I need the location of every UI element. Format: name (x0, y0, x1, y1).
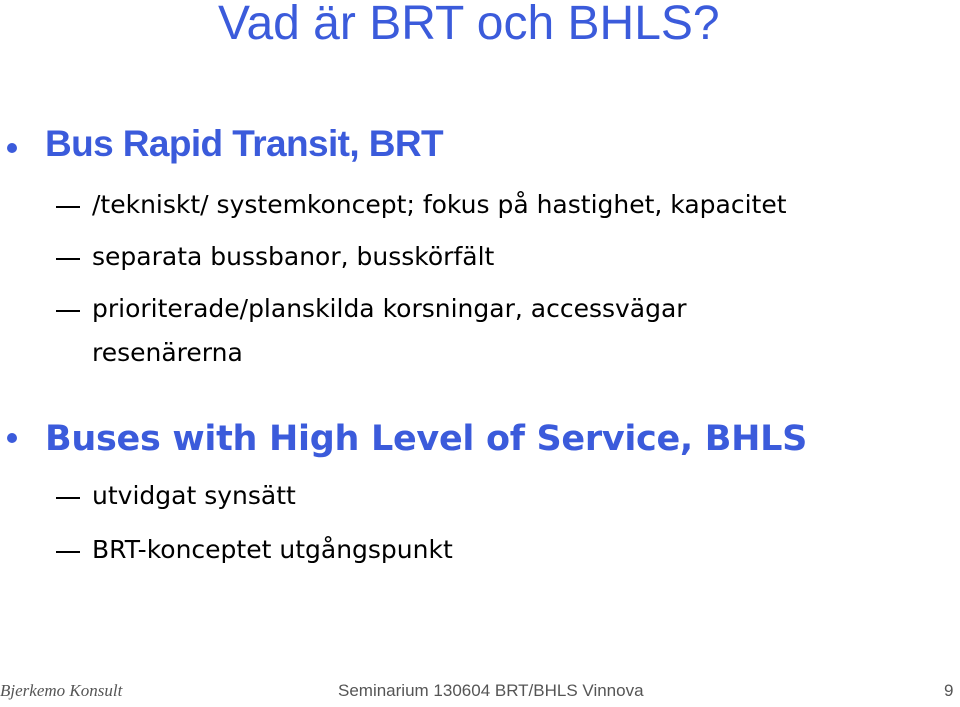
bullet-heading-brt: Bus Rapid Transit, BRT (45, 123, 443, 164)
footer-event: Seminarium 130604 BRT/BHLS Vinnova (338, 681, 644, 700)
dash-icon (56, 497, 80, 499)
bullet-dot-icon (7, 143, 17, 153)
list-item: /tekniskt/ systemkoncept; fokus på hastighet, kapacitet (92, 190, 787, 219)
bullet-heading-bhls: Buses with High Level of Service, BHLS (45, 419, 808, 459)
list-item: BRT-konceptet utgångspunkt (92, 535, 453, 564)
list-item: prioriterade/planskilda korsningar, accessvägar (92, 294, 687, 323)
footer-page-number: 9 (944, 681, 954, 700)
list-item-continuation: resenärerna (92, 338, 243, 367)
bullet-dot-icon (7, 433, 17, 443)
list-item: separata bussbanor, busskörfält (92, 242, 495, 271)
list-item: utvidgat synsätt (92, 481, 296, 510)
slide-title: Vad är BRT och BHLS? (218, 0, 720, 50)
dash-icon (56, 206, 80, 208)
footer-author: Bjerkemo Konsult (0, 681, 123, 700)
dash-icon (56, 551, 80, 553)
dash-icon (56, 258, 80, 260)
dash-icon (56, 310, 80, 312)
